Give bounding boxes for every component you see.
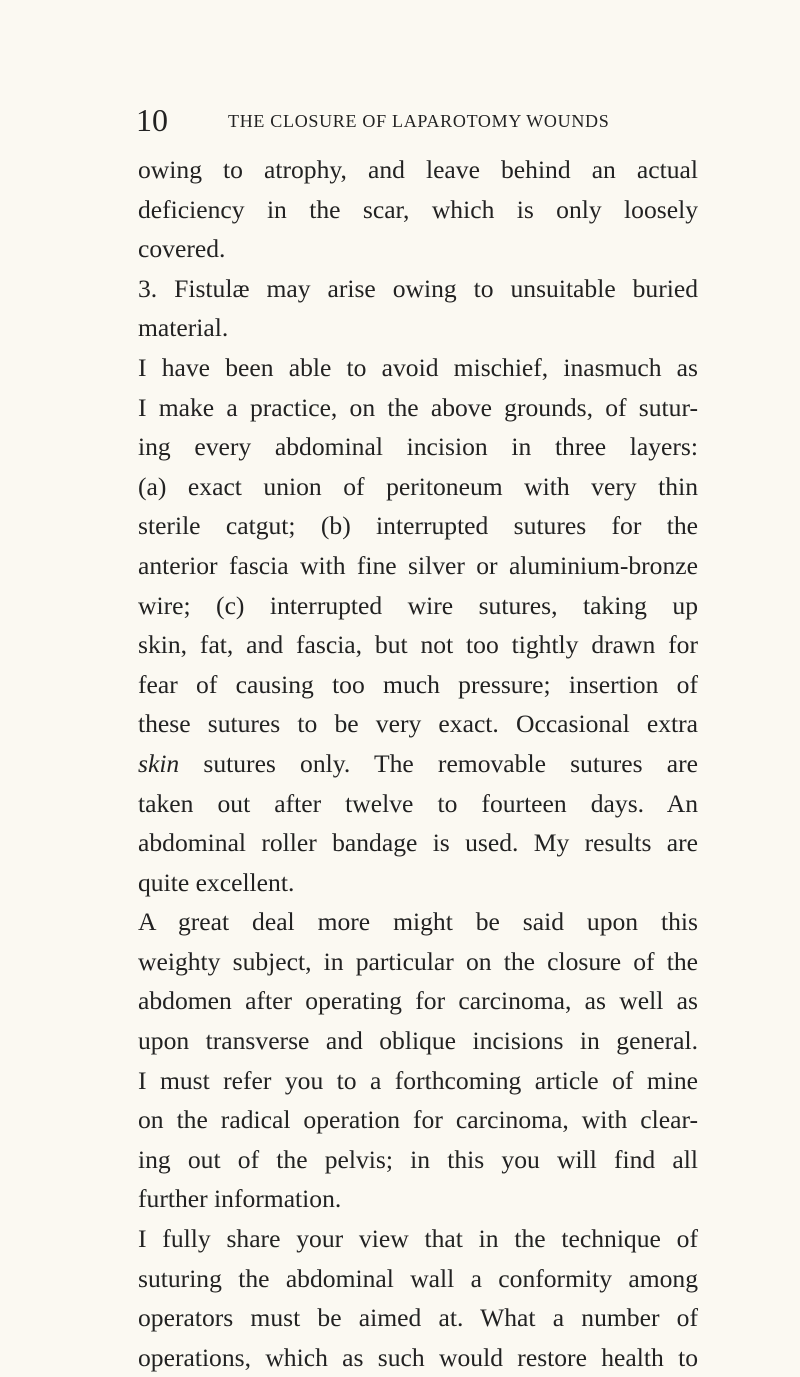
text-line: skin sutures only. The removable sutures are [138,748,698,778]
text-line: fear of causing too much pressure; insertion of [138,669,698,699]
text-line: material. [138,313,229,343]
text-line: (a) exact union of peritoneum with very thin [138,471,698,501]
text-line: these sutures to be very exact. Occasional extra [138,709,698,739]
text-line: ing every abdominal incision in three layers: [138,432,698,462]
text-line: taken out after twelve to fourteen days. An [138,788,698,818]
text-line: ing out of the pelvis; in this you will find all [138,1144,698,1174]
text-line: on the radical operation for carcinoma, with clear- [138,1105,698,1135]
text-line: I fully share your view that in the technique of [138,1224,698,1254]
text-line: suturing the abdominal wall a conformity among [138,1263,698,1293]
text-line: further information. [138,1184,342,1214]
text-line: 3. Fistulæ may arise owing to unsuitable buried [138,273,698,303]
text-line: I must refer you to a forthcoming article of mine [138,1065,698,1095]
page-number: 10 [136,102,168,138]
text-line: operations, which as such would restore health to [138,1342,698,1372]
text-line: I have been able to avoid mischief, inasmuch as [138,352,698,382]
body-text [138,150,698,1377]
page-header [136,100,656,140]
text-line: wire; (c) interrupted wire sutures, taking up [138,590,698,620]
text-line: weighty subject, in particular on the closure of the [138,946,698,976]
text-line: upon transverse and oblique incisions in general. [138,1026,698,1056]
text-line: abdominal roller bandage is used. My results are [138,828,698,858]
text-line: operators must be aimed at. What a number of [138,1303,698,1333]
text-line: covered. [138,234,226,264]
text-line: sterile catgut; (b) interrupted sutures for the [138,511,698,541]
text-line: abdomen after operating for carcinoma, as well as [138,986,698,1016]
text-line: A great deal more might be said upon this [138,907,698,937]
text-line: anterior fascia with fine silver or aluminium-bronze [138,550,698,580]
text-line: owing to atrophy, and leave behind an actual [138,155,698,184]
text-line: I make a practice, on the above grounds, of sutur- [138,392,698,422]
text-line: deficiency in the scar, which is only loosely [138,194,698,224]
text-line: quite excellent. [138,867,295,897]
text-line: skin, fat, and fascia, but not too tightly drawn for [138,630,698,660]
running-title: THE CLOSURE OF LAPAROTOMY WOUNDS [228,111,610,131]
